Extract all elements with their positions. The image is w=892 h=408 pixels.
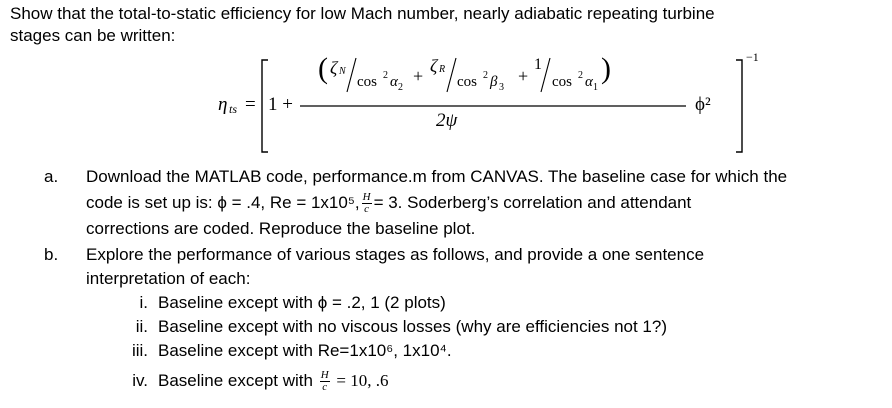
cos-1: cos (357, 74, 377, 90)
subitem-i-marker: i. (139, 293, 148, 312)
eta-subscript: ts (229, 102, 238, 116)
exponent: −1 (746, 50, 759, 64)
subitem-iii-marker: iii. (131, 341, 148, 360)
cos-2: cos (457, 74, 477, 90)
efficiency-equation: η ts = 1 + ( ζ N cos 2 α 2 + ζ R cos 2 β 3 + 1 cos 2 α 1 ) 2ψ ϕ² −1 (0, 50, 892, 160)
zeta-n: ζ (330, 58, 338, 78)
right-paren: ) (601, 52, 611, 85)
subitem-iii-text: Baseline except with Re=1x10⁶, 1x10⁴. (158, 341, 452, 360)
item-b-line-2: interpretation of each: (86, 269, 251, 288)
alpha-2: α (390, 74, 398, 90)
intro-line-2: stages can be written: (10, 26, 176, 45)
item-a-line-2: code is set up is: ϕ = .4, Re = 1x10⁵, $\frac{H}{c}$ = 3. Soderberg’s correlation and attendant (86, 191, 692, 216)
cos-3: cos (552, 74, 572, 90)
alpha-2-sub: 2 (398, 82, 403, 93)
item-a-line-1: Download the MATLAB code, performance.m from CANVAS. The baseline case for which the (86, 167, 788, 186)
one-plus: 1 + (268, 94, 293, 115)
eta-symbol: η (218, 94, 228, 115)
intro-line-1: Show that the total-to-static efficiency for low Mach number, nearly adiabatic repeating turbine (10, 4, 715, 23)
zeta-r: ζ (430, 56, 438, 76)
plus-2: + (518, 66, 529, 86)
h-over-c-fraction-2: $\frac{H}{c}$ (320, 369, 329, 394)
subitem-iv-text: Baseline except with $\frac{H}{c}$ = 10, .6 (158, 369, 389, 394)
subitem-iv-marker: iv. (132, 371, 148, 390)
zeta-r-sub: R (439, 64, 446, 75)
plus-1: + (413, 66, 424, 86)
zeta-n-sub: N (339, 66, 346, 77)
equals-sign: = (245, 94, 256, 115)
phi-squared: ϕ² (695, 94, 711, 115)
beta-3-sub: 3 (499, 82, 504, 93)
item-a-marker: a. (44, 167, 59, 186)
one: 1 (534, 56, 542, 73)
alpha-1: α (585, 74, 593, 90)
item-b-marker: b. (44, 245, 59, 264)
h-over-c-fraction: $\frac{H}{c}$ (362, 191, 371, 216)
subitem-i-text: Baseline except with ϕ = .2, 1 (2 plots) (158, 293, 446, 312)
beta-3: β (490, 74, 498, 90)
subitem-ii-marker: ii. (135, 317, 148, 336)
alpha-1-sub: 1 (593, 82, 598, 93)
subitem-ii-text: Baseline except with no viscous losses (why are efficiencies not 1?) (158, 317, 667, 336)
left-paren: ( (318, 52, 328, 85)
item-b-line-1: Explore the performance of various stages as follows, and provide a one sentence (86, 245, 705, 264)
denominator: 2ψ (436, 110, 458, 131)
item-a-line-3: corrections are coded. Reproduce the baseline plot. (86, 219, 476, 238)
